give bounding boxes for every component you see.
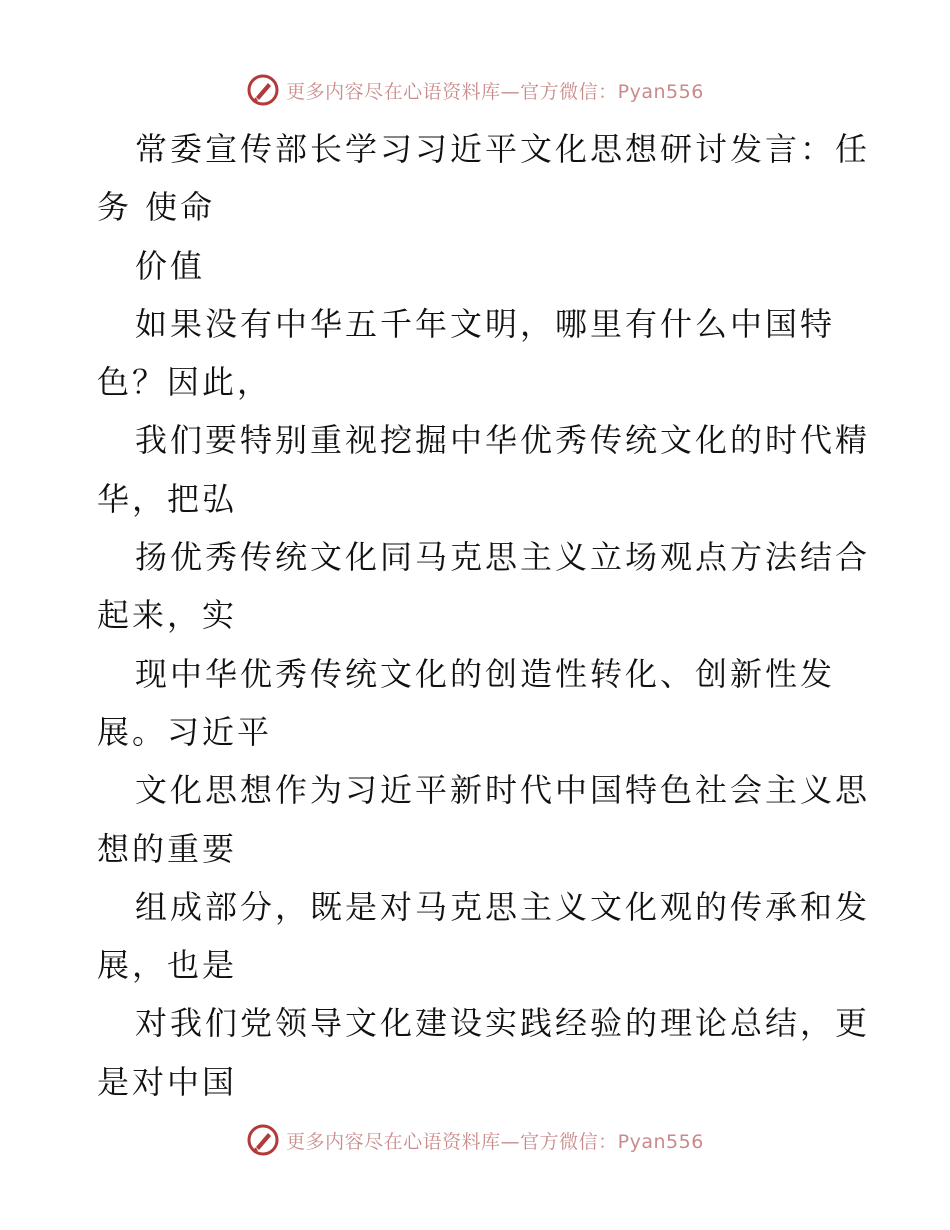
footer-watermark [0,1120,950,1160]
text-line: 扬优秀传统文化同马克思主义立场观点方法结合 [135,538,871,577]
text-line: 务 使命 [97,188,216,227]
watermark-text: 更多内容尽在心语资料库—官方微信：Pyan556 [286,1130,704,1153]
watermark-text: 更多内容尽在心语资料库—官方微信：Pyan556 [286,80,704,103]
text-line: 展，也是 [97,946,238,985]
text-line: 价值 [135,246,206,285]
text-line: 文化思想作为习近平新时代中国特色社会主义思 [135,771,871,810]
text-line: 对我们党领导文化建设实践经验的理论总结，更 [135,1004,871,1043]
text-line: 现中华优秀传统文化的创造性转化、创新性发 [135,654,836,693]
text-line: 组成部分，既是对马克思主义文化观的传承和发 [135,887,871,926]
text-line: 起来，实 [97,596,238,635]
header-watermark [0,70,950,110]
text-line: 常委宣传部长学习习近平文化思想研讨发言：任 [135,130,871,168]
text-line: 色？因此， [97,363,273,402]
pen-circle-logo-icon [246,73,280,107]
pen-circle-logo-icon [246,1123,280,1157]
document-body [97,120,871,1111]
text-line: 华，把弘 [97,479,238,518]
text-line: 想的重要 [97,829,238,868]
text-line: 展。习近平 [97,712,273,751]
text-line: 如果没有中华五千年文明，哪里有什么中国特 [135,304,836,343]
text-line: 是对中国 [97,1062,238,1101]
text-line: 我们要特别重视挖掘中华优秀传统文化的时代精 [135,421,871,460]
